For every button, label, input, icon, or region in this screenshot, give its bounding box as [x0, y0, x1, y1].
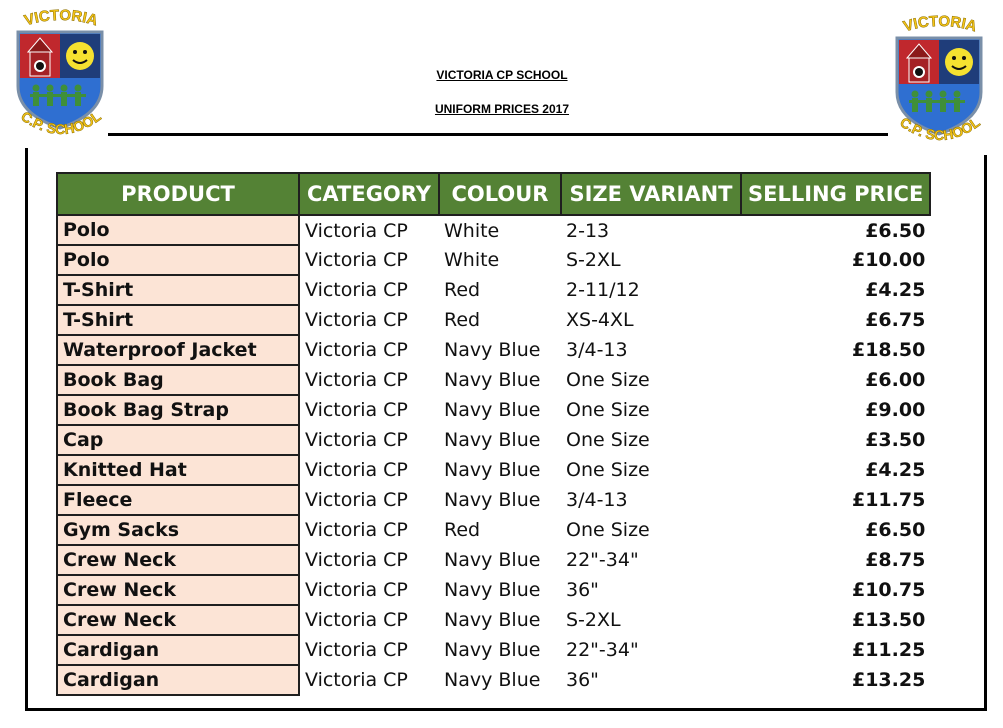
- selling-price-cell: £6.75: [865, 309, 926, 331]
- product-cell: T-Shirt: [57, 305, 299, 335]
- colour-cell: Navy Blue: [444, 369, 541, 391]
- size-variant-cell: One Size: [566, 519, 650, 541]
- column-header-colour: COLOUR: [439, 173, 561, 215]
- selling-price-cell: £3.50: [865, 429, 926, 451]
- colour-cell: Navy Blue: [444, 549, 541, 571]
- colour-cell: Navy Blue: [444, 339, 541, 361]
- document-subtitle: UNIFORM PRICES 2017: [434, 102, 570, 116]
- size-variant-cell: One Size: [566, 429, 650, 451]
- size-variant-cell: 2-13: [566, 219, 610, 242]
- size-variant-cell: 3/4-13: [566, 489, 628, 511]
- table-row: [57, 515, 930, 545]
- size-variant-cell: 36": [566, 579, 599, 601]
- header-divider: [108, 133, 888, 136]
- selling-price-cell: £6.50: [865, 219, 926, 242]
- column-header-product: PRODUCT: [57, 173, 299, 215]
- product-cell: Crew Neck: [57, 605, 299, 635]
- colour-cell: Red: [444, 279, 481, 301]
- selling-price-cell: £18.50: [851, 339, 926, 361]
- product-cell: Polo: [57, 215, 299, 245]
- table-header-row: [57, 173, 930, 215]
- category-cell: Victoria CP: [305, 339, 408, 361]
- selling-price-cell: £10.00: [851, 249, 926, 271]
- size-variant-cell: XS-4XL: [566, 309, 634, 331]
- size-variant-cell: 3/4-13: [566, 339, 628, 361]
- product-cell: Knitted Hat: [57, 455, 299, 485]
- logo-top-text: VICTORIA: [22, 8, 100, 30]
- column-header-category: CATEGORY: [299, 173, 439, 215]
- svg-text:VICTORIA: [22, 8, 99, 29]
- table-row: [57, 365, 930, 395]
- colour-cell: White: [444, 249, 500, 271]
- product-cell: Polo: [57, 245, 299, 275]
- product-cell: Fleece: [57, 485, 299, 515]
- logo-bottom-text: C.P. SCHOOL: [897, 113, 983, 144]
- table-row: [57, 335, 930, 365]
- svg-text:VICTORIA: [901, 14, 978, 35]
- selling-price-cell: £11.75: [851, 489, 926, 511]
- selling-price-cell: £6.00: [865, 369, 926, 391]
- colour-cell: Red: [444, 309, 481, 331]
- category-cell: Victoria CP: [305, 219, 408, 242]
- category-cell: Victoria CP: [305, 579, 408, 601]
- colour-cell: Red: [444, 519, 481, 541]
- colour-cell: Navy Blue: [444, 399, 541, 421]
- table-row: [57, 545, 930, 575]
- category-cell: Victoria CP: [305, 399, 408, 421]
- category-cell: Victoria CP: [305, 609, 408, 631]
- selling-price-cell: £9.00: [865, 399, 926, 421]
- table-row: [57, 575, 930, 605]
- product-cell: Crew Neck: [57, 575, 299, 605]
- selling-price-cell: £11.25: [851, 639, 926, 661]
- product-cell: Gym Sacks: [57, 515, 299, 545]
- logo-top-text: VICTORIA: [901, 14, 979, 36]
- school-crest-icon: [6, 8, 116, 148]
- table-row: [57, 305, 930, 335]
- page-frame-left: [25, 148, 28, 710]
- colour-cell: Navy Blue: [444, 459, 541, 481]
- colour-cell: Navy Blue: [444, 609, 541, 631]
- product-cell: Waterproof Jacket: [57, 335, 299, 365]
- colour-cell: Navy Blue: [444, 579, 541, 601]
- colour-cell: Navy Blue: [444, 639, 541, 661]
- colour-cell: Navy Blue: [444, 669, 541, 691]
- table-row: [57, 455, 930, 485]
- category-cell: Victoria CP: [305, 669, 408, 691]
- table-row: [57, 605, 930, 635]
- school-crest-icon: [885, 14, 995, 154]
- uniform-price-table: [56, 172, 931, 696]
- table-row: [57, 635, 930, 665]
- category-cell: Victoria CP: [305, 549, 408, 571]
- table-row: [57, 395, 930, 425]
- size-variant-cell: 2-11/12: [566, 279, 640, 301]
- table-row: [57, 275, 930, 305]
- category-cell: Victoria CP: [305, 639, 408, 661]
- page-frame-bottom: [25, 708, 987, 711]
- school-crest-logo-right: [885, 14, 995, 154]
- column-header-selling-price: SELLING PRICE: [741, 173, 930, 215]
- category-cell: Victoria CP: [305, 309, 408, 331]
- selling-price-cell: £4.25: [865, 279, 926, 301]
- size-variant-cell: 36": [566, 669, 599, 691]
- colour-cell: White: [444, 219, 500, 242]
- colour-cell: Navy Blue: [444, 489, 541, 511]
- page-frame-right: [984, 155, 987, 710]
- column-header-size-variant: SIZE VARIANT: [561, 173, 741, 215]
- table-body: [57, 215, 930, 695]
- size-variant-cell: One Size: [566, 399, 650, 421]
- category-cell: Victoria CP: [305, 369, 408, 391]
- product-cell: Crew Neck: [57, 545, 299, 575]
- product-cell: Cardigan: [57, 665, 299, 695]
- colour-cell: Navy Blue: [444, 429, 541, 451]
- selling-price-cell: £6.50: [865, 519, 926, 541]
- product-cell: Book Bag: [57, 365, 299, 395]
- table-row: [57, 485, 930, 515]
- logo-bottom-text: C.P. SCHOOL: [18, 107, 104, 138]
- category-cell: Victoria CP: [305, 489, 408, 511]
- product-cell: Cardigan: [57, 635, 299, 665]
- category-cell: Victoria CP: [305, 429, 408, 451]
- category-cell: Victoria CP: [305, 519, 408, 541]
- selling-price-cell: £4.25: [865, 459, 926, 481]
- size-variant-cell: S-2XL: [566, 609, 621, 631]
- selling-price-cell: £13.50: [851, 609, 926, 631]
- selling-price-cell: £10.75: [851, 579, 926, 601]
- school-title: VICTORIA CP SCHOOL: [436, 68, 568, 82]
- product-cell: Cap: [57, 425, 299, 455]
- selling-price-cell: £8.75: [865, 549, 926, 571]
- product-cell: Book Bag Strap: [57, 395, 299, 425]
- category-cell: Victoria CP: [305, 279, 408, 301]
- selling-price-cell: £13.25: [851, 669, 926, 691]
- category-cell: Victoria CP: [305, 249, 408, 271]
- size-variant-cell: S-2XL: [566, 249, 621, 271]
- price-table-container: [56, 172, 931, 696]
- category-cell: Victoria CP: [305, 459, 408, 481]
- size-variant-cell: One Size: [566, 459, 650, 481]
- table-row: [57, 245, 930, 275]
- product-cell: T-Shirt: [57, 275, 299, 305]
- table-row: [57, 425, 930, 455]
- table-row: [57, 665, 930, 695]
- size-variant-cell: 22"-34": [566, 549, 639, 571]
- size-variant-cell: One Size: [566, 369, 650, 391]
- size-variant-cell: 22"-34": [566, 639, 639, 661]
- school-crest-logo-left: [6, 8, 116, 148]
- table-row: [57, 215, 930, 245]
